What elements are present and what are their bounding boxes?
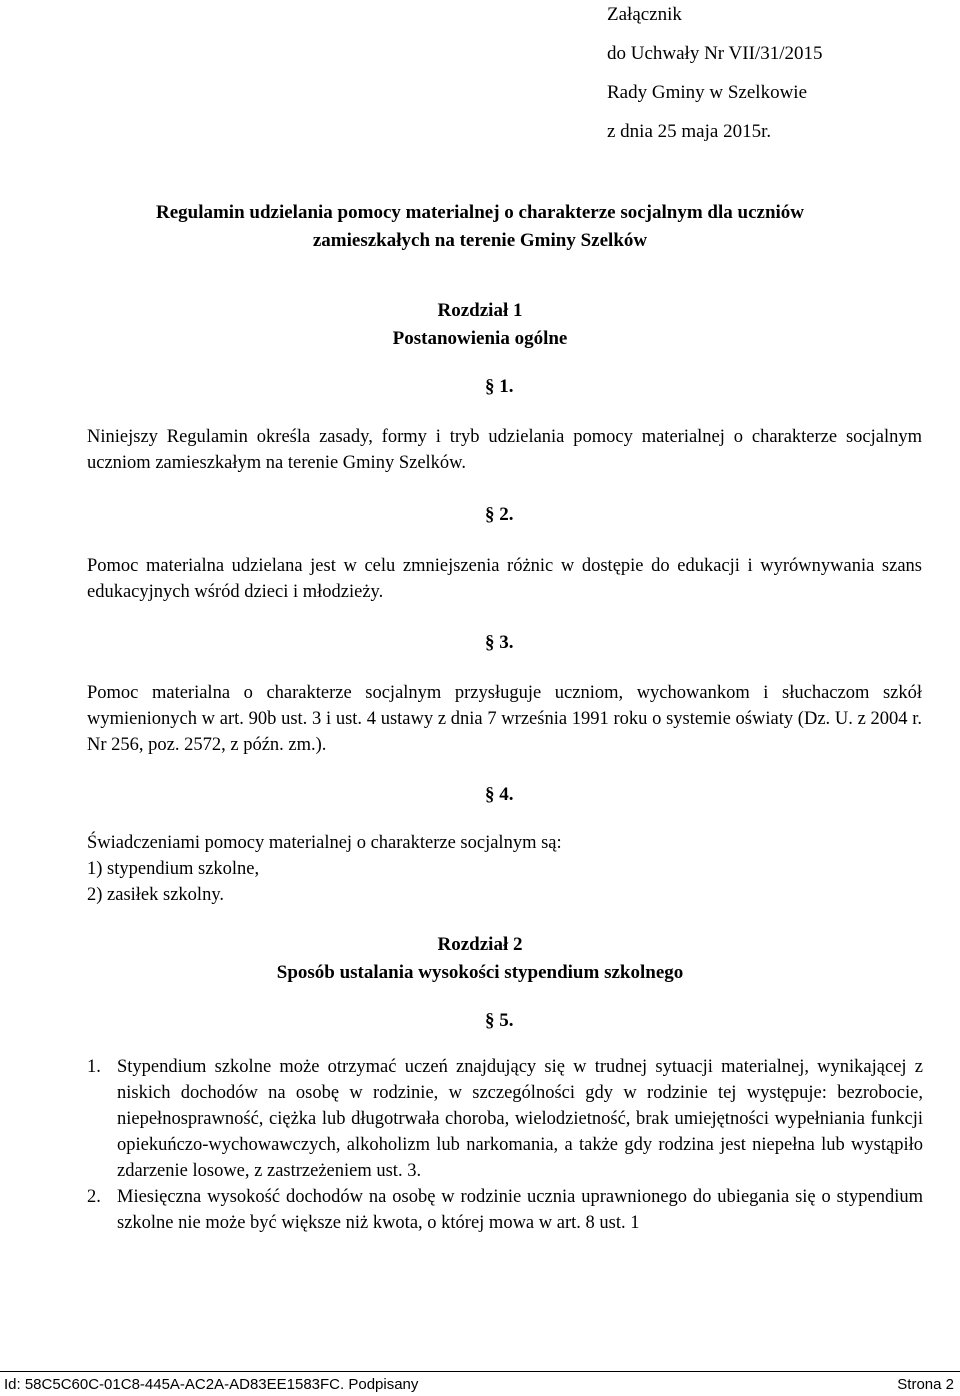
section-5-item-2 <box>87 1184 923 1236</box>
chapter-1-subtitle: Postanowienia ogólne <box>392 328 568 349</box>
council-name: Rady Gminy w Szelkowie <box>607 82 808 103</box>
section-5-mark: § 5. <box>485 1010 514 1031</box>
section-3-mark: § 3. <box>485 632 514 653</box>
section-1-text: Niniejszy Regulamin określa zasady, formy i tryb udzielania pomocy materialnej o charakterze socjalnym uczniom zamieszkałym na terenie Gminy Szelków. <box>87 427 922 473</box>
section-4-mark: § 4. <box>485 784 514 805</box>
footer-page-number: Strona 2 <box>897 1376 954 1393</box>
section-5-item-2-text: Miesięczna wysokość dochodów na osobę w rodzinie ucznia uprawnionego do ubiegania się o stypendium szkolne nie może być większe niż kwota, o której mowa w art. 8 ust. 1 <box>117 1187 923 1233</box>
section-5-item-1-text: Stypendium szkolne może otrzymać uczeń znajdujący się w trudnej sytuacji materialnej, wynikającej z niskich dochodów na osobę w rodzinie, w szczególności gdy w rodzinie tej występuje: bezrobocie, niepełnosprawność, ciężka lub długotrwała choroba, wielodzietność, brak umiejętności wypełniania funkcji opiekuńczo-wychowawczych, alkoholizm lub narkomania, a także gdy rodzina jest niepełna lub wystąpiło zdarzenie losowe, z zastrzeżeniem ust. 3. <box>117 1057 923 1181</box>
chapter-1-number: Rozdział 1 <box>437 300 523 321</box>
section-2-text: Pomoc materialna udzielana jest w celu zmniejszenia różnic w dostępie do edukacji i wyrównywania szans edukacyjnych wśród dzieci i młodzieży. <box>87 556 922 602</box>
attachment-label: Załącznik <box>607 4 682 25</box>
section-1-mark: § 1. <box>485 376 514 397</box>
section-2-mark: § 2. <box>485 504 514 525</box>
section-4-content <box>87 830 922 908</box>
chapter-2-heading <box>40 931 920 987</box>
document-title <box>40 199 920 255</box>
document-title-line-2: zamieszkałych na terenie Gminy Szelków <box>312 230 648 251</box>
section-4-item-1: 1) stypendium szkolne, <box>87 859 260 879</box>
resolution-number: do Uchwały Nr VII/31/2015 <box>607 43 823 64</box>
footer-divider <box>0 1371 960 1372</box>
chapter-2-number: Rozdział 2 <box>437 934 523 955</box>
chapter-1-heading <box>40 297 920 353</box>
section-5-item-2-number: 2. <box>87 1187 101 1207</box>
section-5-item-1 <box>87 1054 923 1184</box>
section-3-text: Pomoc materialna o charakterze socjalnym przysługuje uczniom, wychowankom i słuchaczom szkół wymienionych w art. 90b ust. 3 i ust. 4 ustawy z dnia 7 września 1991 roku o systemie oświaty (Dz. U. z 2004 r. Nr 256, poz. 2572, z późn. zm.). <box>87 683 922 755</box>
chapter-2-subtitle: Sposób ustalania wysokości stypendium szkolnego <box>276 962 684 983</box>
section-4-item-2: 2) zasiłek szkolny. <box>87 885 224 905</box>
resolution-date: z dnia 25 maja 2015r. <box>607 121 772 142</box>
document-title-line-1: Regulamin udzielania pomocy materialnej o charakterze socjalnym dla uczniów <box>155 202 805 223</box>
footer-document-id: Id: 58C5C60C-01C8-445A-AC2A-AD83EE1583FC. Podpisany <box>4 1376 419 1393</box>
section-4-intro: Świadczeniami pomocy materialnej o charakterze socjalnym są: <box>87 833 562 853</box>
section-5-item-1-number: 1. <box>87 1057 101 1077</box>
attachment-header <box>607 0 937 151</box>
section-5-list <box>87 1054 923 1236</box>
